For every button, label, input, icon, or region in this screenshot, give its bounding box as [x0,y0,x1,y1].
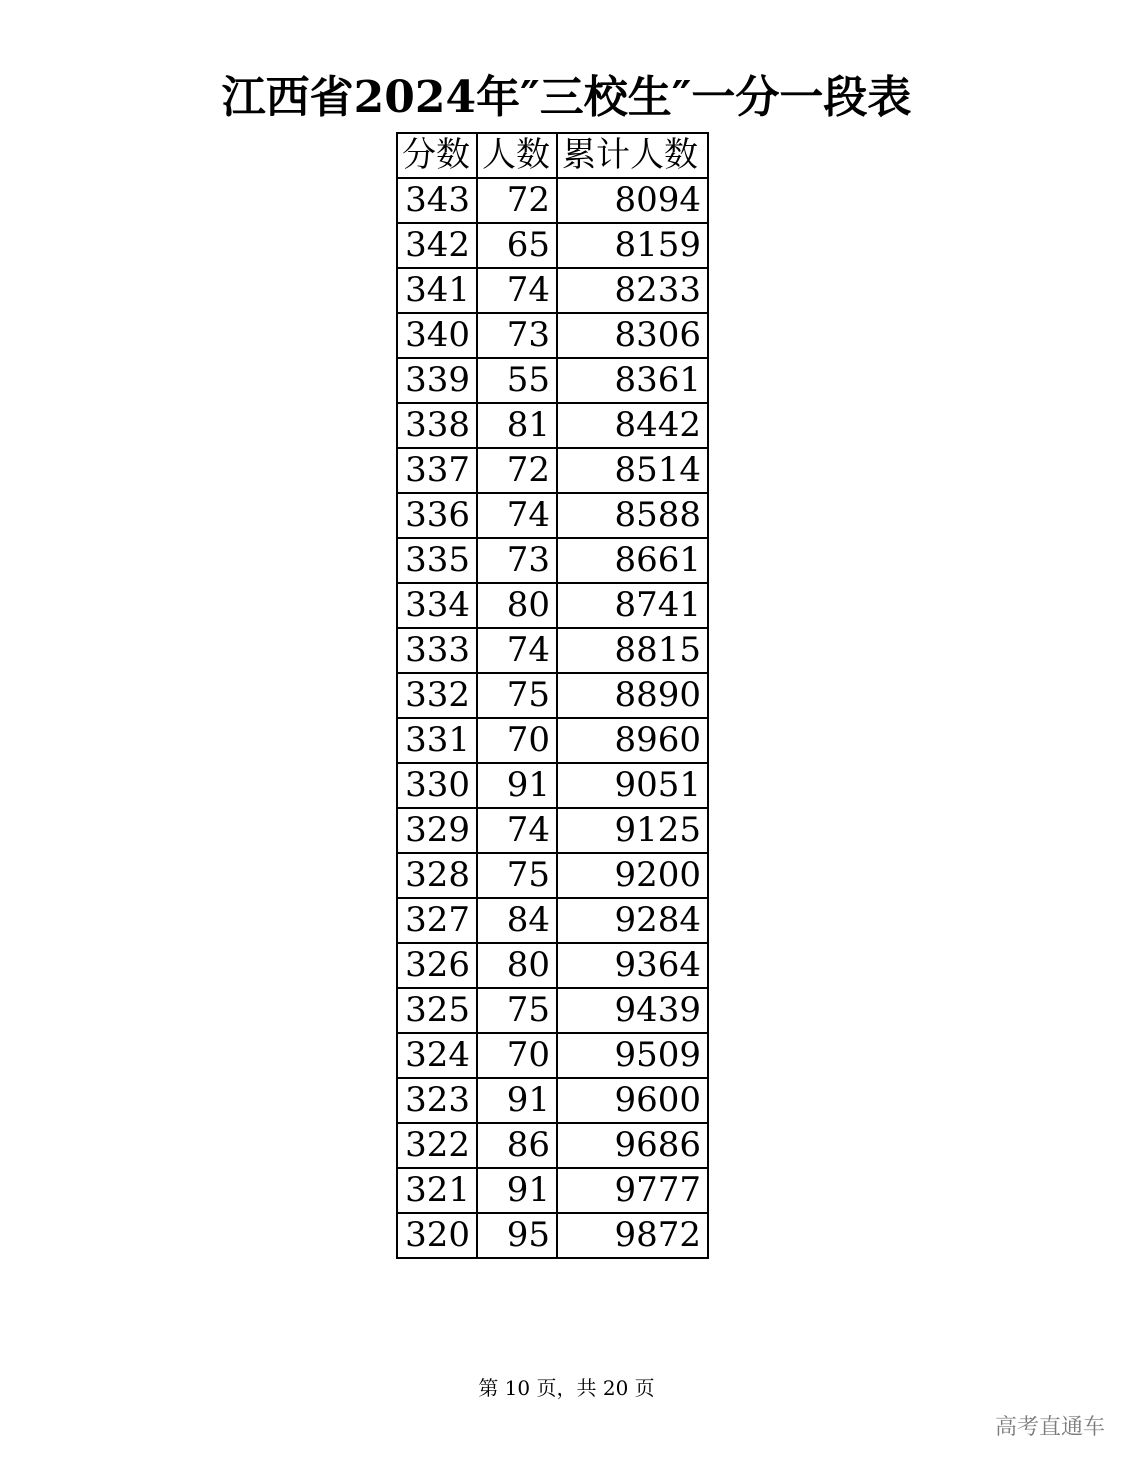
cell-count: 74 [477,493,557,538]
header-cumulative: 累计人数 [557,133,708,178]
cell-score: 331 [397,718,477,763]
cell-count: 75 [477,673,557,718]
table-row [397,1123,708,1168]
cell-cumulative: 8094 [557,178,708,223]
cell-cumulative: 8960 [557,718,708,763]
table-row [397,853,708,898]
cell-count: 55 [477,358,557,403]
table-row [397,583,708,628]
cell-score: 322 [397,1123,477,1168]
cell-count: 74 [477,628,557,673]
table-row [397,718,708,763]
cell-count: 70 [477,718,557,763]
table-row [397,763,708,808]
cell-score: 320 [397,1213,477,1258]
cell-cumulative: 8361 [557,358,708,403]
table-row [397,448,708,493]
cell-score: 338 [397,403,477,448]
cell-score: 336 [397,493,477,538]
cell-count: 74 [477,808,557,853]
cell-count: 72 [477,178,557,223]
cell-score: 321 [397,1168,477,1213]
header-count: 人数 [477,133,557,178]
cell-cumulative: 8661 [557,538,708,583]
cell-score: 343 [397,178,477,223]
cell-count: 75 [477,853,557,898]
cell-cumulative: 8442 [557,403,708,448]
cell-score: 324 [397,1033,477,1078]
cell-score: 327 [397,898,477,943]
cell-cumulative: 9051 [557,763,708,808]
table-row [397,673,708,718]
cell-score: 328 [397,853,477,898]
cell-count: 84 [477,898,557,943]
cell-count: 74 [477,268,557,313]
cell-score: 333 [397,628,477,673]
table-row [397,313,708,358]
cell-cumulative: 8741 [557,583,708,628]
table-row [397,808,708,853]
table-row [397,538,708,583]
cell-count: 91 [477,763,557,808]
cell-score: 334 [397,583,477,628]
table-body [397,178,708,1258]
cell-score: 337 [397,448,477,493]
table-row [397,1078,708,1123]
cell-cumulative: 8159 [557,223,708,268]
cell-score: 329 [397,808,477,853]
cell-cumulative: 9777 [557,1168,708,1213]
cell-cumulative: 8588 [557,493,708,538]
cell-count: 91 [477,1168,557,1213]
table-row [397,1168,708,1213]
table-row [397,403,708,448]
cell-count: 73 [477,538,557,583]
table-row [397,358,708,403]
page-footer: 第 10 页，共 20 页 [478,1376,655,1400]
table-row [397,1033,708,1078]
cell-cumulative: 9364 [557,943,708,988]
cell-count: 80 [477,943,557,988]
cell-cumulative: 9439 [557,988,708,1033]
cell-score: 325 [397,988,477,1033]
table-header-row [397,133,708,178]
cell-cumulative: 8306 [557,313,708,358]
watermark: 高考直通车 [994,1415,1105,1440]
cell-count: 80 [477,583,557,628]
cell-cumulative: 8815 [557,628,708,673]
cell-count: 81 [477,403,557,448]
cell-cumulative: 8890 [557,673,708,718]
cell-score: 335 [397,538,477,583]
cell-score: 342 [397,223,477,268]
cell-cumulative: 9200 [557,853,708,898]
table-row [397,943,708,988]
cell-count: 86 [477,1123,557,1168]
cell-score: 341 [397,268,477,313]
table-row [397,988,708,1033]
cell-cumulative: 9284 [557,898,708,943]
header-score: 分数 [397,133,477,178]
page-title: 江西省2024年″三校生″一分一段表 [221,72,912,123]
cell-score: 330 [397,763,477,808]
table-row [397,493,708,538]
cell-count: 65 [477,223,557,268]
cell-cumulative: 9872 [557,1213,708,1258]
cell-score: 323 [397,1078,477,1123]
cell-count: 91 [477,1078,557,1123]
cell-score: 340 [397,313,477,358]
score-distribution-table [396,132,709,1259]
table-row [397,178,708,223]
cell-count: 75 [477,988,557,1033]
cell-count: 70 [477,1033,557,1078]
cell-cumulative: 9509 [557,1033,708,1078]
cell-score: 332 [397,673,477,718]
cell-count: 73 [477,313,557,358]
cell-cumulative: 8233 [557,268,708,313]
cell-count: 72 [477,448,557,493]
cell-score: 339 [397,358,477,403]
table-row [397,268,708,313]
table-row [397,898,708,943]
cell-count: 95 [477,1213,557,1258]
table-row [397,628,708,673]
cell-cumulative: 9686 [557,1123,708,1168]
table-row [397,1213,708,1258]
cell-cumulative: 8514 [557,448,708,493]
table-row [397,223,708,268]
cell-score: 326 [397,943,477,988]
cell-cumulative: 9125 [557,808,708,853]
cell-cumulative: 9600 [557,1078,708,1123]
